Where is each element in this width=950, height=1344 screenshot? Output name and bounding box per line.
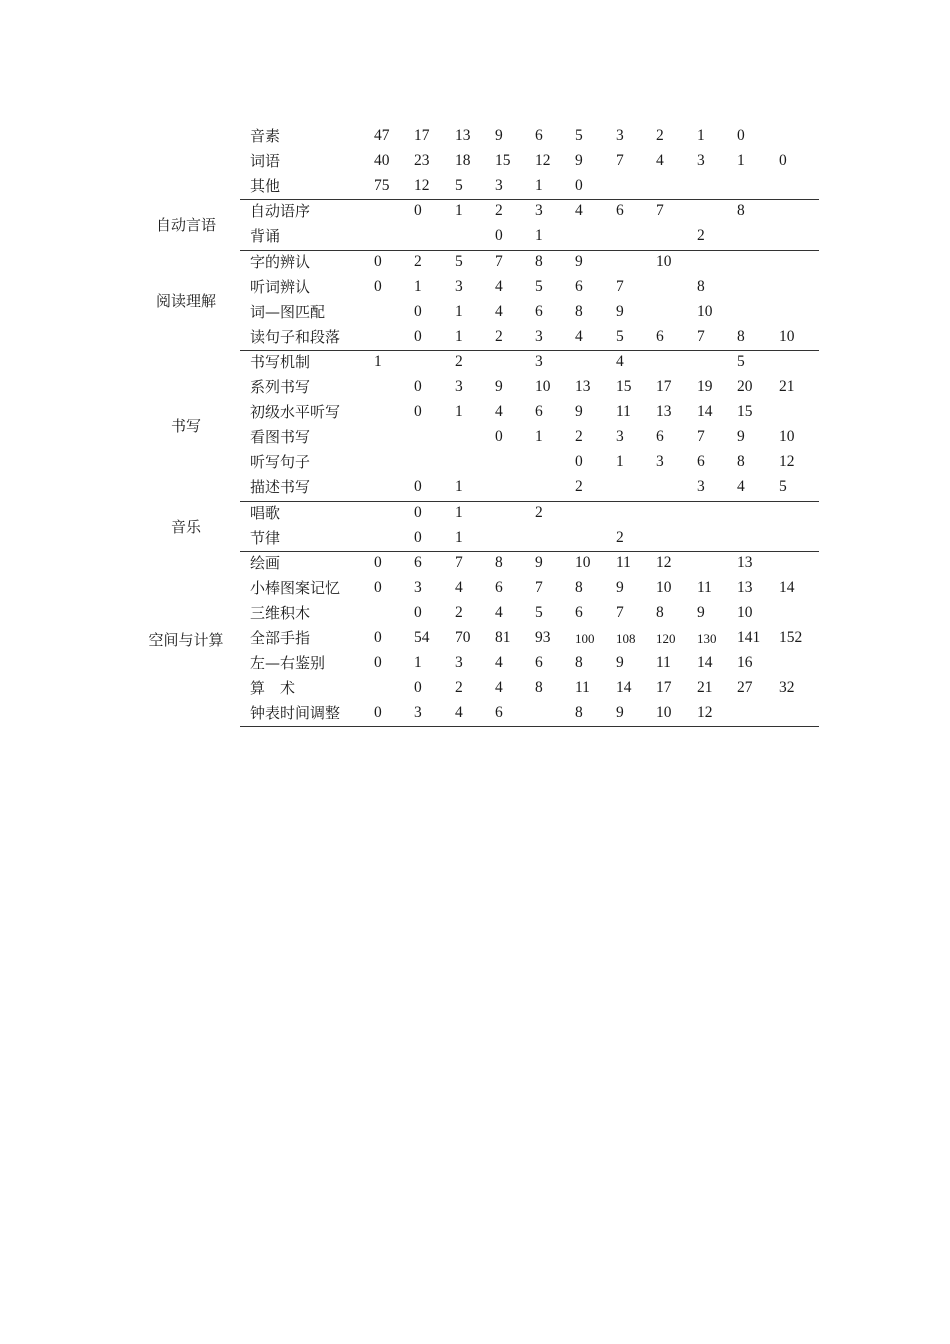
row-label: 节律 (250, 528, 281, 547)
score-cell: 0 (374, 654, 382, 672)
score-cell: 8 (575, 302, 583, 320)
score-cell: 8 (495, 553, 503, 571)
score-cell: 0 (414, 327, 422, 345)
score-cell: 13 (455, 127, 471, 144)
score-cell: 8 (535, 252, 543, 270)
score-cell: 10 (697, 302, 713, 320)
score-cell: 2 (495, 327, 503, 345)
score-cell: 8 (737, 453, 745, 471)
row-label: 描述书写 (250, 478, 311, 497)
score-cell: 1 (535, 428, 543, 446)
row-label: 自动语序 (250, 202, 311, 221)
score-cell: 21 (697, 679, 713, 697)
row-label: 左—右鉴别 (250, 654, 326, 673)
score-cell: 12 (779, 453, 795, 471)
score-cell: 9 (616, 302, 624, 320)
score-cell: 1 (535, 227, 543, 245)
score-cell: 4 (495, 679, 503, 697)
score-cell: 8 (535, 679, 543, 697)
score-cell: 14 (779, 578, 795, 596)
score-cell: 5 (535, 603, 543, 621)
score-cell: 18 (455, 152, 471, 170)
score-cell: 10 (575, 553, 591, 571)
score-cell: 3 (414, 704, 422, 722)
score-cell: 10 (535, 378, 551, 395)
score-cell: 3 (535, 352, 543, 370)
score-cell: 14 (616, 679, 632, 697)
score-cell: 5 (616, 327, 624, 345)
score-cell: 1 (374, 352, 382, 370)
score-cell: 3 (455, 378, 463, 395)
score-cell: 7 (535, 578, 543, 596)
score-cell: 3 (616, 127, 624, 144)
score-cell: 0 (414, 378, 422, 395)
score-cell: 9 (737, 428, 745, 446)
score-cell: 10 (737, 603, 753, 621)
score-cell: 8 (697, 277, 705, 295)
score-cell: 2 (495, 202, 503, 220)
score-cell: 1 (455, 302, 463, 320)
score-cell: 10 (656, 578, 672, 596)
score-cell: 108 (616, 631, 636, 646)
score-cell: 120 (656, 631, 676, 646)
row-label: 书写机制 (250, 352, 311, 371)
score-cell: 9 (697, 603, 705, 621)
score-cell: 13 (737, 553, 753, 571)
score-cell: 81 (495, 629, 511, 646)
score-cell: 1 (455, 503, 463, 521)
row-label: 全部手指 (250, 629, 311, 647)
score-cell: 17 (414, 127, 430, 144)
score-cell: 6 (656, 428, 664, 446)
score-cell: 15 (495, 152, 511, 170)
score-cell: 13 (656, 403, 672, 421)
row-label: 钟表时间调整 (250, 704, 341, 723)
group-divider (240, 551, 819, 552)
score-cell: 32 (779, 679, 795, 697)
score-cell: 8 (737, 202, 745, 220)
score-cell: 1 (697, 127, 705, 144)
score-cell: 0 (575, 177, 583, 195)
score-cell: 5 (455, 252, 463, 270)
score-cell: 70 (455, 629, 471, 646)
score-cell: 2 (616, 528, 624, 546)
score-cell: 0 (495, 428, 503, 446)
score-cell: 12 (414, 177, 430, 195)
category-label: 书写 (170, 417, 201, 436)
score-cell: 9 (616, 654, 624, 672)
group-divider (240, 350, 819, 351)
score-cell: 10 (779, 327, 795, 345)
group-divider (240, 250, 819, 251)
score-cell: 4 (616, 352, 624, 370)
score-cell: 2 (575, 478, 583, 496)
score-cell: 4 (495, 302, 503, 320)
score-cell: 75 (374, 177, 390, 195)
score-cell: 11 (616, 403, 631, 421)
score-cell: 14 (697, 403, 713, 421)
score-cell: 3 (495, 177, 503, 195)
score-cell: 4 (737, 478, 745, 496)
score-cell: 10 (656, 252, 672, 270)
category-label: 阅读理解 (155, 291, 216, 310)
score-cell: 5 (455, 177, 463, 195)
score-cell: 8 (575, 578, 583, 596)
score-cell: 15 (737, 403, 753, 421)
score-cell: 6 (697, 453, 705, 471)
score-cell: 1 (455, 528, 463, 546)
row-label: 三维积木 (250, 603, 311, 622)
score-cell: 3 (656, 453, 664, 471)
score-cell: 6 (616, 202, 624, 220)
score-cell: 6 (535, 127, 543, 144)
score-cell: 0 (575, 453, 583, 471)
score-cell: 2 (535, 503, 543, 521)
score-cell: 9 (535, 553, 543, 571)
score-cell: 27 (737, 679, 753, 697)
category-label: 自动言语 (155, 216, 216, 235)
score-cell: 47 (374, 127, 390, 144)
score-cell: 13 (575, 378, 591, 395)
score-cell: 6 (495, 704, 503, 722)
score-cell: 9 (575, 252, 583, 270)
score-cell: 5 (575, 127, 583, 144)
score-cell: 0 (414, 603, 422, 621)
score-cell: 1 (455, 478, 463, 496)
score-cell: 17 (656, 378, 672, 395)
score-cell: 7 (616, 603, 624, 621)
score-cell: 6 (535, 654, 543, 672)
score-cell: 7 (455, 553, 463, 571)
score-cell: 7 (616, 152, 624, 170)
score-cell: 5 (535, 277, 543, 295)
score-cell: 0 (414, 403, 422, 421)
score-cell: 0 (374, 704, 382, 722)
score-cell: 8 (575, 654, 583, 672)
score-cell: 3 (535, 202, 543, 220)
score-cell: 130 (697, 631, 717, 646)
score-cell: 0 (414, 202, 422, 220)
score-cell: 0 (374, 277, 382, 295)
score-cell: 8 (737, 327, 745, 345)
row-label: 音素 (250, 127, 281, 145)
score-cell: 152 (779, 629, 803, 646)
row-label: 绘画 (250, 553, 281, 572)
score-cell: 3 (697, 478, 705, 496)
score-cell: 7 (697, 428, 705, 446)
score-cell: 0 (779, 152, 787, 170)
score-cell: 93 (535, 629, 551, 646)
row-label: 小棒图案记忆 (250, 578, 341, 597)
score-cell: 11 (697, 578, 712, 596)
score-cell: 1 (455, 327, 463, 345)
score-cell: 14 (697, 654, 713, 672)
score-cell: 4 (575, 202, 583, 220)
score-cell: 141 (737, 629, 761, 646)
score-cell: 2 (697, 227, 705, 245)
row-label: 看图书写 (250, 428, 311, 447)
score-cell: 1 (414, 277, 422, 295)
score-cell: 2 (455, 352, 463, 370)
score-cell: 2 (656, 127, 664, 144)
score-cell: 1 (737, 152, 745, 170)
row-label: 其他 (250, 177, 281, 196)
group-divider (240, 726, 819, 727)
score-cell: 9 (575, 152, 583, 170)
row-label: 词—图匹配 (250, 302, 326, 321)
score-cell: 20 (737, 378, 753, 395)
score-cell: 2 (575, 428, 583, 446)
score-cell: 4 (495, 603, 503, 621)
score-cell: 1 (535, 177, 543, 195)
score-cell: 6 (495, 578, 503, 596)
score-cell: 0 (374, 629, 382, 646)
score-cell: 7 (495, 252, 503, 270)
score-cell: 1 (455, 403, 463, 421)
score-cell: 1 (616, 453, 624, 471)
score-cell: 1 (414, 654, 422, 672)
score-cell: 16 (737, 654, 753, 672)
score-cell: 15 (616, 378, 632, 395)
score-cell: 40 (374, 152, 390, 170)
score-cell: 3 (697, 152, 705, 170)
score-cell: 4 (656, 152, 664, 170)
row-label: 字的辨认 (250, 252, 311, 271)
row-label: 算 术 (250, 679, 296, 698)
score-cell: 7 (697, 327, 705, 345)
row-label: 系列书写 (250, 378, 311, 396)
score-cell: 12 (697, 704, 713, 722)
score-cell: 5 (737, 352, 745, 370)
score-cell: 2 (455, 603, 463, 621)
score-cell: 9 (575, 403, 583, 421)
row-label: 读句子和段落 (250, 327, 341, 346)
score-cell: 0 (374, 578, 382, 596)
score-cell: 0 (414, 302, 422, 320)
score-cell: 2 (414, 252, 422, 270)
score-cell: 3 (455, 654, 463, 672)
category-label: 空间与计算 (148, 630, 224, 649)
score-cell: 100 (575, 631, 595, 646)
score-cell: 9 (616, 704, 624, 722)
score-cell: 0 (414, 679, 422, 697)
score-cell: 10 (656, 704, 672, 722)
row-label: 背诵 (250, 227, 281, 246)
score-cell: 0 (374, 553, 382, 571)
row-label: 初级水平听写 (250, 403, 341, 422)
score-cell: 10 (779, 428, 795, 446)
category-label: 音乐 (170, 517, 201, 536)
score-cell: 4 (455, 578, 463, 596)
score-cell: 9 (495, 378, 503, 395)
score-cell: 11 (575, 679, 590, 697)
row-label: 唱歌 (250, 503, 281, 522)
score-cell: 0 (737, 127, 745, 144)
score-cell: 6 (414, 553, 422, 571)
score-cell: 12 (656, 553, 672, 571)
score-cell: 6 (535, 403, 543, 421)
score-cell: 2 (455, 679, 463, 697)
score-cell: 6 (575, 603, 583, 621)
score-cell: 4 (495, 403, 503, 421)
score-cell: 7 (616, 277, 624, 295)
score-cell: 54 (414, 629, 430, 646)
score-cell: 3 (535, 327, 543, 345)
score-cell: 4 (575, 327, 583, 345)
score-cell: 6 (656, 327, 664, 345)
group-divider (240, 501, 819, 502)
score-cell: 23 (414, 152, 430, 170)
score-cell: 4 (495, 277, 503, 295)
score-cell: 8 (575, 704, 583, 722)
row-label: 词语 (250, 152, 281, 171)
score-cell: 3 (455, 277, 463, 295)
score-cell: 19 (697, 378, 713, 395)
score-cell: 0 (374, 252, 382, 270)
group-divider (240, 199, 819, 200)
score-cell: 3 (414, 578, 422, 596)
score-cell: 11 (656, 654, 671, 672)
row-label: 听写句子 (250, 453, 311, 472)
score-cell: 0 (414, 478, 422, 496)
score-cell: 6 (535, 302, 543, 320)
score-cell: 7 (656, 202, 664, 220)
row-label: 听词辨认 (250, 277, 311, 296)
score-cell: 0 (414, 503, 422, 521)
score-cell: 5 (779, 478, 787, 496)
score-cell: 4 (455, 704, 463, 722)
score-cell: 13 (737, 578, 753, 596)
score-cell: 0 (414, 528, 422, 546)
score-cell: 1 (455, 202, 463, 220)
score-cell: 4 (495, 654, 503, 672)
score-cell: 0 (495, 227, 503, 245)
score-cell: 8 (656, 603, 664, 621)
score-cell: 11 (616, 553, 631, 571)
score-cell: 21 (779, 378, 795, 395)
score-cell: 17 (656, 679, 672, 697)
score-cell: 3 (616, 428, 624, 446)
score-cell: 12 (535, 152, 551, 170)
score-cell: 6 (575, 277, 583, 295)
score-cell: 9 (495, 127, 503, 144)
score-cell: 9 (616, 578, 624, 596)
